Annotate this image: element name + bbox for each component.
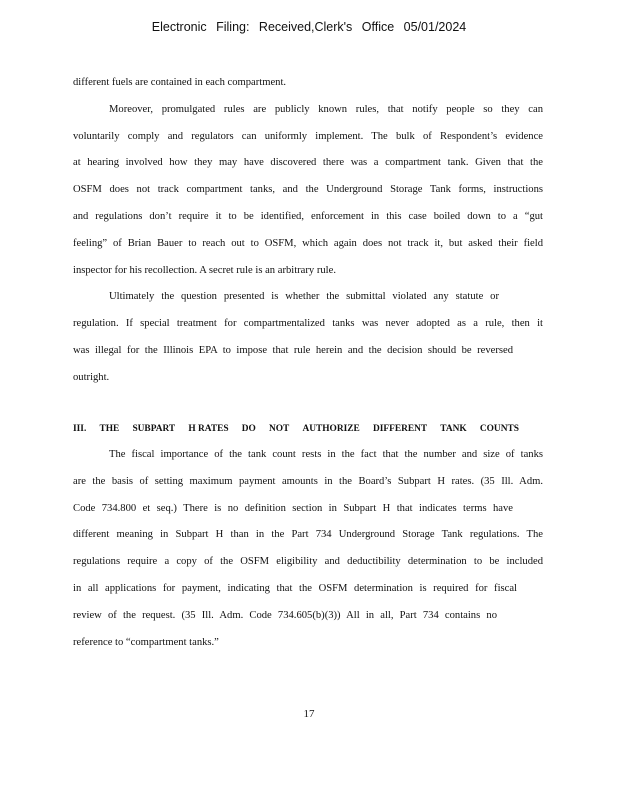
paragraph-2-line: feeling” of Brian Bauer to reach out to OSFM, which again does not track it, but asked their field [73, 237, 543, 249]
section-numeral: III. [73, 424, 87, 434]
paragraph-2-line: and regulations don’t require it to be identified, enforcement in this case boiled down to a “gut [73, 210, 543, 222]
body-text-lower [73, 442, 543, 656]
paragraph-2-line: at hearing involved how they may have discovered there was a compartment tank. Given that the [73, 157, 543, 169]
paragraph-4-line: different meaning in Subpart H than in the Part 734 Underground Storage Tank regulations. The [73, 529, 543, 541]
section-heading-word: THE [99, 424, 120, 434]
paragraph-4-line: Code 734.800 et seq.) There is no definition section in Subpart H that indicates terms have [73, 502, 513, 514]
paragraph-4-line: are the basis of setting maximum payment amounts in the Board’s Subpart H rates. (35 Ill. Adm. [73, 475, 543, 487]
section-heading-word: SUBPART [132, 424, 176, 434]
paragraph-4-line: The fiscal importance of the tank count rests in the fact that the number and size of tanks [109, 449, 543, 460]
paragraph-3-line: was illegal for the Illinois EPA to impose that rule herein and the decision should be reversed [73, 344, 513, 356]
section-heading-word: COUNTS [479, 424, 519, 434]
paragraph-3-line: outright. [73, 371, 110, 383]
paragraph-2-line: OSFM does not track compartment tanks, and the Underground Storage Tank forms, instructions [73, 184, 543, 196]
paragraph-4-line: in all applications for payment, indicating that the OSFM determination is required for fiscal [73, 582, 517, 594]
paragraph-3-line: regulation. If special treatment for compartmentalized tanks was never adopted as a rule, then it [73, 318, 543, 330]
section-heading [73, 420, 519, 438]
paragraph-1-line: different fuels are contained in each compartment. [73, 77, 287, 88]
section-heading-word: H RATES [188, 424, 229, 434]
section-heading-word: NOT [268, 424, 290, 434]
paragraph-4-line: regulations require a copy of the OSFM eligibility and deductibility determination to be included [73, 556, 543, 568]
paragraph-4-line: reference to “compartment tanks.” [73, 636, 219, 648]
body-text-upper [73, 70, 543, 392]
section-heading-word: DIFFERENT [372, 424, 428, 434]
paragraph-2-line: inspector for his recollection. A secret rule is an arbitrary rule. [73, 264, 336, 276]
page-number: 17 [303, 708, 315, 720]
paragraph-2-line: Moreover, promulgated rules are publicly known rules, that notify people so they can [109, 103, 543, 115]
paragraph-4-line: review of the request. (35 Ill. Adm. Code 734.605(b)(3)) All in all, Part 734 contains no [73, 609, 497, 621]
filing-stamp-header: Electronic Filing: Received,Clerk's Office 05/01/2024 [151, 20, 467, 34]
section-heading-word: TANK [440, 424, 467, 434]
paragraph-3-line: Ultimately the question presented is whether the submittal violated any statute or [109, 291, 499, 303]
section-heading-word: AUTHORIZE [302, 424, 360, 434]
section-heading-word: DO [241, 424, 256, 434]
paragraph-2-line: voluntarily comply and regulators can uniformly implement. The bulk of Respondent’s evidence [73, 130, 543, 142]
